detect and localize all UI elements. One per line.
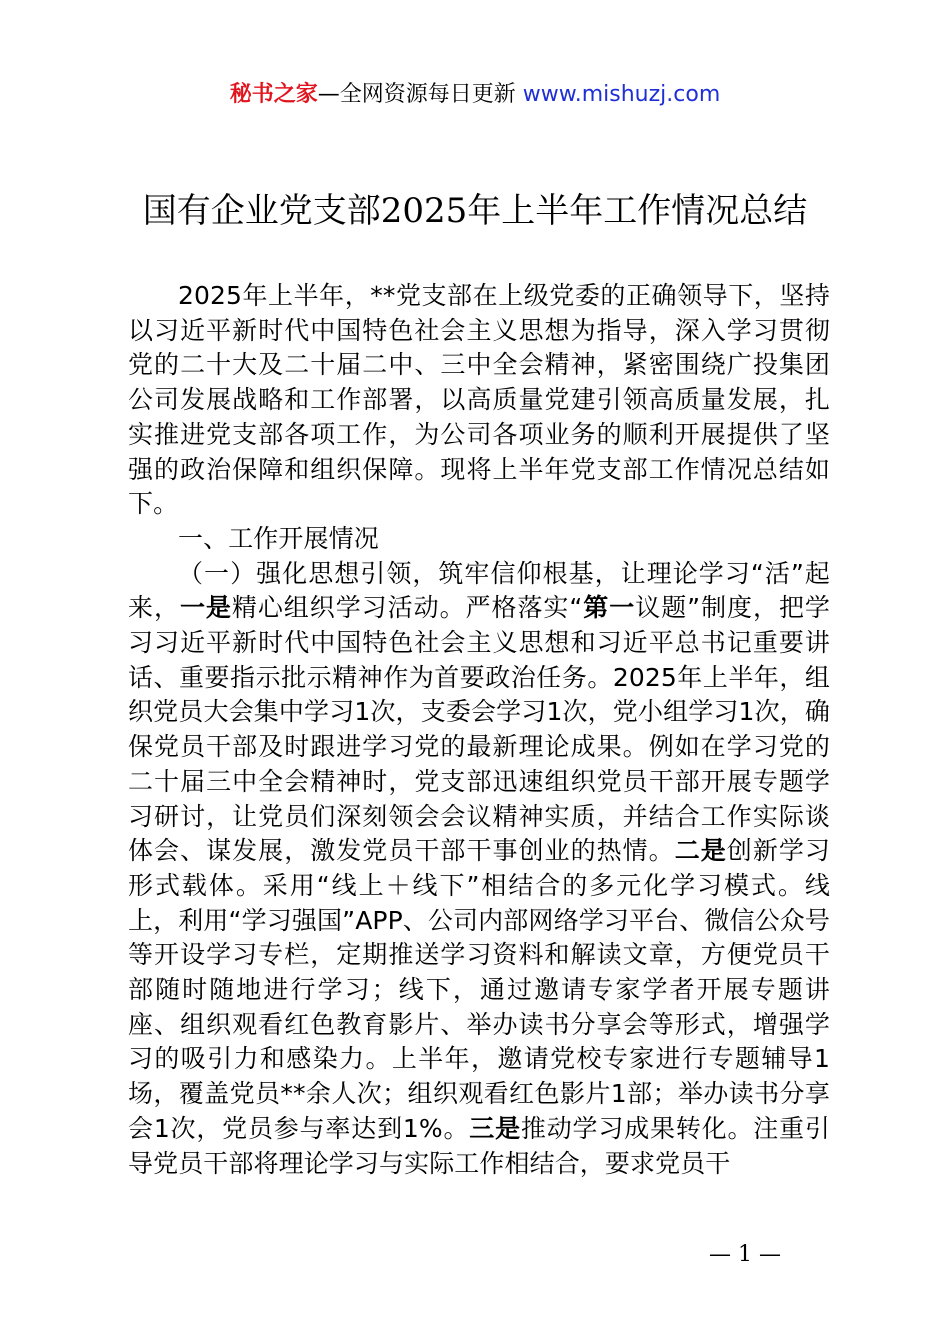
bold-keyword: 二是 [674,836,727,866]
document-body [128,279,830,1181]
brand-name: 秘书之家 [229,82,318,107]
site-header [0,80,950,110]
bold-keyword: 一是 [179,593,232,623]
site-url[interactable]: www.mishuzj.com [522,82,721,107]
text-segment: 推动学习成果转化。注重引导党员干部将理论学习与实际工作相结合，要求党员干 [128,1113,831,1178]
bold-keyword: 第一 [582,593,636,623]
text-segment: 议题”制度，把学习习近平新时代中国特色社会主义思想和习近平总书记重要讲话、重要指示批示精神作为首要政治任务。2025年上半年，组织党员大会集中学习1次，支委会学习1次，党小组学习1次，确保党员干部及时跟进学习党的最新理论成果。例如在学习党的二十届三中全会精神时，党支部迅速组织党员干部开展专题学习研讨，让党员们深刻领会会议精神实质，并结合工作实际谈体会、谋发展，激发党员干部干事创业的热情。 [128,593,831,866]
document-title: 国有企业党支部2025年上半年工作情况总结 [142,191,808,231]
header-tagline: —全网资源每日更新 [317,82,523,107]
bold-keyword: 三是 [469,1113,521,1143]
text-segment: （一）强化思想引领，筑牢信仰根基，让理论学习“活”起来， [128,558,830,623]
text-segment: 精心组织学习活动。严格落实“ [231,593,583,623]
section-paragraph [128,557,830,1182]
section-heading: 一、工作开展情况 [178,523,379,553]
intro-paragraph: 2025年上半年，**党支部在上级党委的正确领导下，坚持以习近平新时代中国特色社会主义思想为指导，深入学习贯彻党的二十大及二十届二中、三中全会精神，紧密围绕广投集团公司发展战略和工作部署，以高质量党建引领高质量发展，扎实推进党支部各项工作，为公司各项业务的顺利开展提供了坚强的政治保障和组织保障。现将上半年党支部工作情况总结如下。 [128,281,830,519]
text-segment: 创新学习形式载体。采用“线上＋线下”相结合的多元化学习模式。线上，利用“学习强国”APP、公司内部网络学习平台、微信公众号等开设学习专栏，定期推送学习资料和解读文章，方便党员干部随时随地进行学习；线下，通过邀请专家学者开展专题讲座、组织观看红色教育影片、举办读书分享会等形式，增强学习的吸引力和感染力。上半年，邀请党校专家进行专题辅导1场，覆盖党员**余人次；组织观看红色影片1部；举办读书分享会1次，党员参与率达到1%。 [128,836,830,1143]
page-number: — 1 — [709,1242,781,1267]
